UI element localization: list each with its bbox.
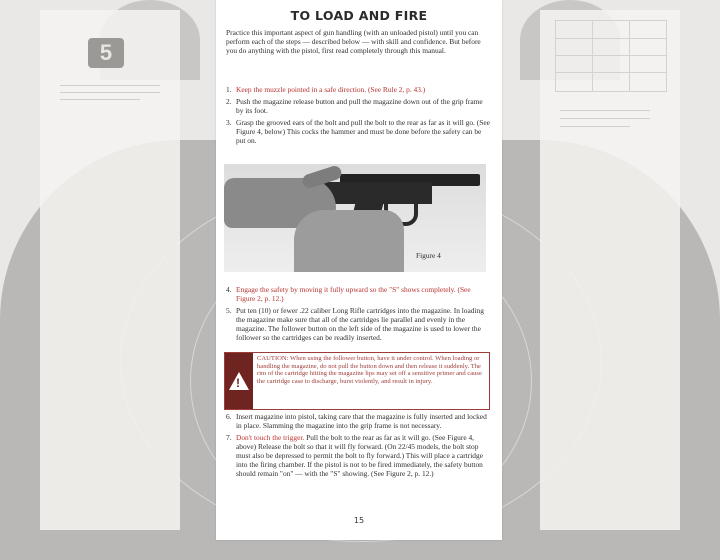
target-number-badge: 5 [88, 38, 124, 68]
step-item [226, 85, 490, 94]
page-number: 15 [353, 516, 365, 525]
step-text: Grasp the grooved ears of the bolt and pull the bolt to the rear as far as it will go. (See Figure 4, below) This cocks the hammer and must be done before the safety can be put on. [236, 118, 490, 145]
steps-list-a [226, 85, 490, 148]
step-number: 4. [226, 285, 232, 294]
background-left-card [40, 10, 180, 530]
step-item [226, 433, 490, 478]
step-lead: Don't touch the trigger. [236, 433, 305, 442]
step-text [236, 433, 490, 478]
step-text: Push the magazine release button and pull the magazine down out of the grip frame by its foot. [236, 97, 483, 115]
steps-list-b [226, 285, 490, 345]
divider [60, 85, 160, 86]
steps-list-c [226, 412, 490, 481]
step-number: 6. [226, 412, 232, 421]
step-item [226, 118, 490, 145]
caution-box [224, 352, 490, 410]
figure-4-photo [224, 164, 486, 272]
step-body: Pull the bolt to the rear as far as it will go. (See Figure 4, above) Release the bolt so that it will fly forward. (On 22/45 models, the bolt stop must also be depressed to permit the bolt to fly forward.) This will place a cartridge into the firing chamber. If the pistol is not to be fired immediately, the safety button should remain "on" — with the "S" showing. (See Figure 2, p. 12.) [236, 433, 483, 478]
warning-icon: ! [229, 372, 249, 390]
step-item [226, 285, 490, 303]
step-text: Insert magazine into pistol, taking care that the magazine is fully inserted and locked in place. Slamming the magazine into the grip frame is not necessary. [236, 412, 487, 430]
step-number: 1. [226, 85, 232, 94]
right-hand [294, 210, 404, 272]
figure-caption: Figure 4 [416, 251, 441, 260]
step-text: Put ten (10) or fewer .22 caliber Long Rifle cartridges into the magazine. In loading the magazine make sure that all of the cartridges lie parallel and evenly in the magazine. The follower button on the left side of the magazine is used to lower the follower so the cartridges can be readily inserted. [236, 306, 484, 342]
step-item [226, 412, 490, 430]
caution-text: CAUTION: When using the follower button, have it under control. When loading or handling the magazine, do not pull the button down and then release it suddenly. The rim of the cartridge hitting the magazine lips may set off a sensitive primer and cause the cartridge case to discharge, burst violently, and result in injury. [257, 355, 482, 385]
warning-icon-box [225, 353, 253, 409]
intro-paragraph: Practice this important aspect of gun handling (with an unloaded pistol) until you can perform each of the steps — described below — with skill and confidence. But before you do anything with the pistol, first read completely through this manual. [226, 28, 481, 55]
divider [60, 92, 160, 93]
step-item [226, 306, 490, 342]
divider [60, 99, 140, 100]
divider [560, 126, 630, 127]
step-number: 7. [226, 433, 232, 442]
step-text: Keep the muzzle pointed in a safe direction. (See Rule 2, p. 43.) [236, 85, 426, 94]
score-grid [555, 20, 667, 92]
step-item [226, 97, 490, 115]
page-title: TO LOAD AND FIRE [290, 8, 428, 23]
divider [560, 118, 650, 119]
manual-page [216, 0, 502, 540]
step-number: 3. [226, 118, 232, 127]
step-number: 5. [226, 306, 232, 315]
step-text: Engage the safety by moving it fully upward so the "S" shows completely. (See Figure 2, p. 12.) [236, 285, 471, 303]
step-number: 2. [226, 97, 232, 106]
divider [560, 110, 650, 111]
